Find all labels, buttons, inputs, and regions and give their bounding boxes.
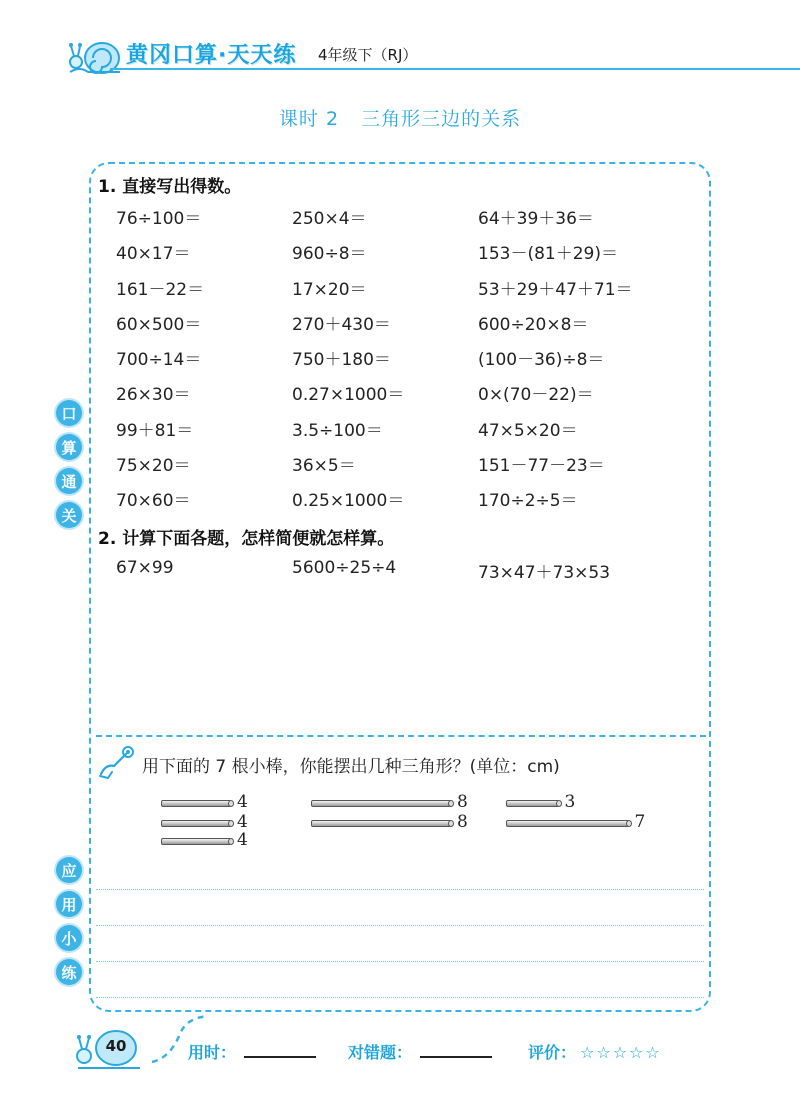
problem: 960÷8＝ <box>292 244 367 264</box>
stick-length-label: 3 <box>564 792 576 812</box>
problem: 153－(81＋29)＝ <box>478 244 618 264</box>
stick-8 <box>311 800 451 807</box>
side-char: 算 <box>56 434 82 460</box>
time-spent-field <box>188 1040 316 1063</box>
problem: 99＋81＝ <box>116 421 194 441</box>
errors-field <box>348 1040 492 1063</box>
side-char: 应 <box>56 857 82 883</box>
side-char: 用 <box>56 891 82 917</box>
problem: 161－22＝ <box>116 280 205 300</box>
side-label-oral <box>56 400 86 536</box>
hand-pointer-icon <box>98 744 136 780</box>
answer-line <box>96 961 704 962</box>
section-divider <box>96 735 706 737</box>
side-char: 口 <box>56 400 82 426</box>
time-label: 用时： <box>188 1043 237 1062</box>
snail-logo-icon <box>66 36 124 76</box>
problem: 3.5÷100＝ <box>292 421 383 441</box>
problem: 0×(70－22)＝ <box>478 385 594 405</box>
problem: 750＋180＝ <box>292 350 391 370</box>
rating-label: 评价： <box>528 1043 577 1062</box>
problem: 0.25×1000＝ <box>292 491 405 511</box>
problem: 26×30＝ <box>116 385 191 405</box>
problem: 40×17＝ <box>116 244 191 264</box>
stick-length-label: 4 <box>237 812 248 832</box>
stick-length-label: 4 <box>237 830 248 850</box>
problem: 170÷2÷5＝ <box>478 491 578 511</box>
lesson-number: 课时 2 <box>278 108 340 130</box>
problem: 5600÷25÷4 <box>292 558 397 578</box>
rating-stars[interactable]: ☆☆☆☆☆ <box>580 1043 662 1062</box>
problem: 75×20＝ <box>116 456 191 476</box>
problem: (100－36)÷8＝ <box>478 350 605 370</box>
problem: 250×4＝ <box>292 209 367 229</box>
problem: 67×99 <box>116 558 174 578</box>
lesson-name: 三角形三边的关系 <box>361 108 522 130</box>
problem: 60×500＝ <box>116 315 202 335</box>
side-char: 练 <box>56 959 82 985</box>
side-label-application <box>56 857 86 993</box>
application-question: 用下面的 7 根小棒，你能摆出几种三角形？(单位：cm) <box>142 757 560 777</box>
brand-title: 黄冈口算·天天练 <box>126 43 297 68</box>
stick-8 <box>311 820 451 827</box>
problem: 73×47＋73×53 <box>478 563 611 583</box>
stick-length-label: 7 <box>634 812 646 832</box>
stick-4 <box>161 800 231 807</box>
problem: 53＋29＋47＋71＝ <box>478 280 633 300</box>
time-blank[interactable] <box>244 1042 316 1058</box>
stick-4 <box>161 820 231 827</box>
problem: 600÷20×8＝ <box>478 315 589 335</box>
lesson-title <box>0 104 800 131</box>
side-char: 通 <box>56 468 82 494</box>
problem: 64＋39＋36＝ <box>478 209 594 229</box>
stick-length-label: 4 <box>237 792 248 812</box>
answer-line <box>96 925 704 926</box>
errors-label: 对错题： <box>348 1043 413 1062</box>
side-char: 小 <box>56 925 82 951</box>
stick-length-label: 8 <box>457 792 468 812</box>
side-char: 关 <box>56 502 82 528</box>
page-header <box>0 0 800 80</box>
problem: 17×20＝ <box>292 280 367 300</box>
problem: 700÷14＝ <box>116 350 202 370</box>
stick-7 <box>506 820 629 827</box>
problem: 151－77－23＝ <box>478 456 605 476</box>
section2-title: 2. 计算下面各题，怎样简便就怎样算。 <box>98 529 395 549</box>
page-number: 40 <box>105 1037 127 1055</box>
stick-3 <box>506 800 559 807</box>
problem: 47×5×20＝ <box>478 421 578 441</box>
grade-label: 4年级下（RJ） <box>318 46 418 64</box>
problem: 0.27×1000＝ <box>292 385 405 405</box>
problem: 36×5＝ <box>292 456 356 476</box>
rating-field <box>528 1040 662 1063</box>
errors-blank[interactable] <box>420 1042 492 1058</box>
section1-title: 1. 直接写出得数。 <box>98 177 242 197</box>
problem: 70×60＝ <box>116 491 191 511</box>
problem: 270＋430＝ <box>292 315 391 335</box>
answer-line <box>96 889 704 890</box>
header-rule <box>110 68 800 70</box>
stick-4 <box>161 838 231 845</box>
problem: 76÷100＝ <box>116 209 202 229</box>
stick-length-label: 8 <box>457 812 468 832</box>
answer-line <box>96 997 704 998</box>
